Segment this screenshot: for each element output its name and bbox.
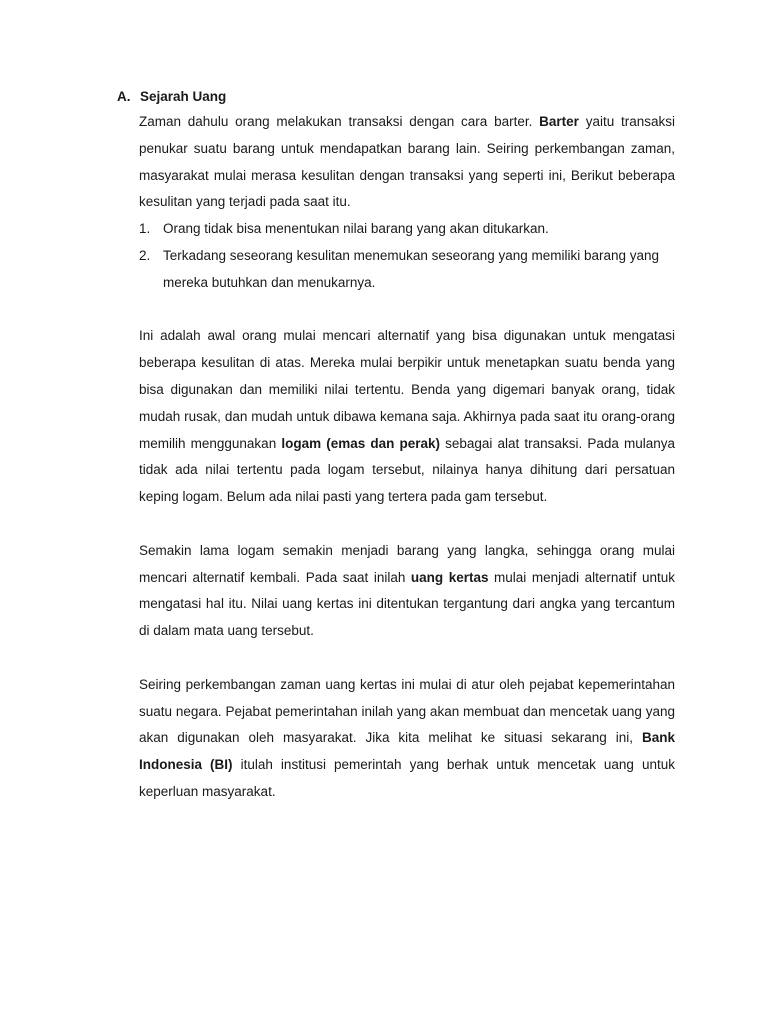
paragraph-uang-kertas — [139, 538, 675, 645]
paragraph-text: sebagai alat transaksi. Pada mulanya tidak ada nilai tertentu pada logam tersebut, nilainya hanya dihitung dari persatuan keping logam. Belum ada nilai pasti yang tertera pada gam tersebut. — [139, 435, 675, 505]
paragraph-barter — [139, 109, 675, 216]
bold-term: logam (emas dan perak) — [281, 435, 440, 451]
paragraph-logam — [139, 323, 675, 511]
list-text: Orang tidak bisa menentukan nilai barang yang akan ditukarkan. — [163, 221, 549, 237]
list-number: 1. — [139, 221, 151, 237]
numbered-list — [139, 216, 675, 296]
bold-term: uang kertas — [410, 569, 489, 585]
section-letter: A. — [117, 89, 131, 104]
section-heading — [117, 88, 226, 106]
paragraph-text: Seiring perkembangan zaman uang kertas ini mulai di atur oleh pejabat kepemerintahan suatu negara. Pejabat pemerintahan inilah yang akan membuat dan mencetak uang yang akan digunakan oleh masyarakat. Jika kita melihat ke situasi sekarang ini, — [139, 676, 675, 746]
paragraph-text: itulah institusi pemerintah yang berhak untuk mencetak uang untuk keperluan masyarakat. — [139, 757, 675, 799]
paragraph-text: mulai menjadi alternatif untuk mengatasi hal itu. Nilai uang kertas ini ditentukan tergantung dari angka yang tercantum di dalam mata uang tersebut. — [139, 569, 676, 639]
section-title: Sejarah Uang — [140, 89, 227, 104]
body-text — [139, 109, 675, 806]
paragraph-bank-indonesia — [139, 672, 675, 806]
paragraph-text: Ini adalah awal orang mulai mencari alternatif yang bisa digunakan untuk mengatasi beberapa kesulitan di atas. Mereka mulai berpikir untuk menetapkan suatu benda yang bisa digunakan dan memiliki nilai tertentu. Benda yang digemari banyak orang, tidak mudah rusak, dan mudah untuk dibawa kemana saja. Akhirnya pada saat itu orang-orang memilih menggunakan — [139, 328, 675, 451]
paragraph-text: yaitu transaksi penukar suatu barang untuk mendapatkan barang lain. Seiring perkembangan zaman, masyarakat mulai merasa kesulitan dengan transaksi yang seperti ini, Berikut beberapa kesulitan yang terjadi pada saat itu. — [139, 114, 675, 210]
list-number: 2. — [139, 247, 151, 263]
list-item — [139, 243, 675, 297]
bold-term: Bank Indonesia (BI) — [139, 730, 675, 773]
list-text: Terkadang seseorang kesulitan menemukan seseorang yang memiliki barang yang mereka butuhkan dan menukarnya. — [163, 247, 660, 290]
list-item — [139, 216, 675, 243]
paragraph-text: Zaman dahulu orang melakukan transaksi dengan cara barter. — [139, 114, 540, 129]
paragraph-text: Semakin lama logam semakin menjadi barang yang langka, sehingga orang mulai mencari alternatif kembali. Pada saat inilah — [139, 542, 675, 585]
bold-term: Barter — [539, 114, 579, 129]
